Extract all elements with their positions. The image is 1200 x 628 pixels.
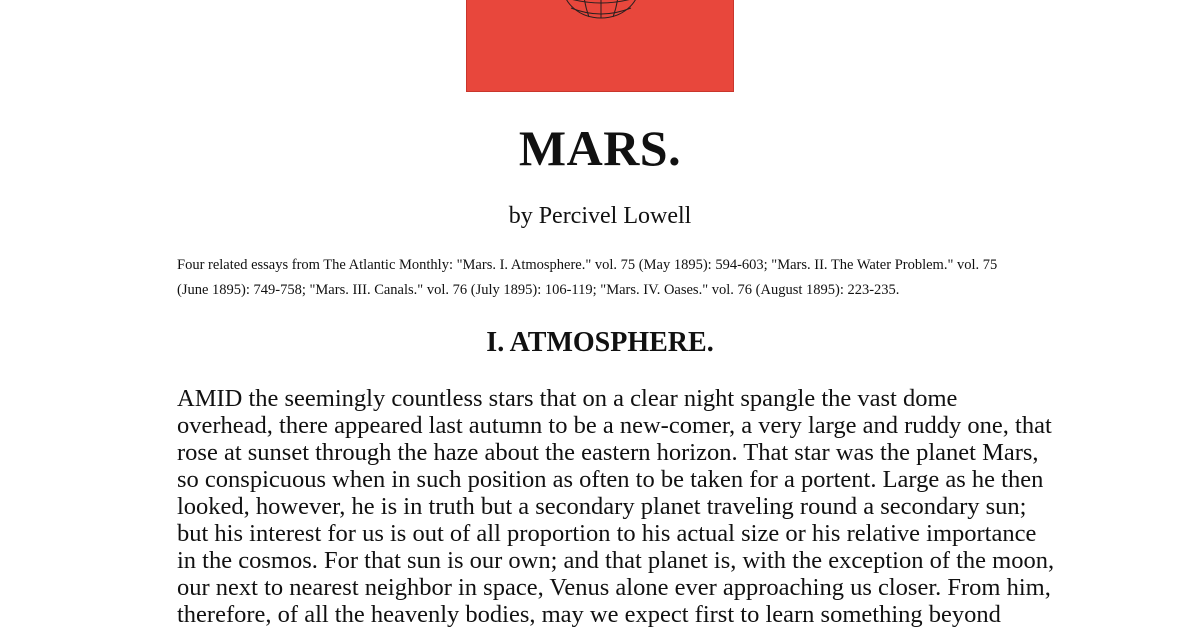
body-line: so conspicuous when in such position as often to be taken for a portent. Large as he then	[177, 466, 1044, 493]
body-line: therefore, of all the heavenly bodies, may we expect first to learn something beyond	[177, 601, 1001, 628]
section-heading: I. ATMOSPHERE.	[486, 327, 714, 358]
page-title: MARS.	[518, 120, 682, 176]
cover-image	[466, 0, 734, 92]
body-line: AMID the seemingly countless stars that on a clear night spangle the vast dome	[177, 385, 958, 412]
publication-note	[177, 253, 1027, 303]
body-text	[177, 385, 1055, 628]
body-line: our next to nearest neighbor in space, Venus alone ever approaching us closer. From him,	[177, 574, 1051, 601]
author-byline: by Percivel Lowell	[508, 203, 692, 229]
note-line: Four related essays from The Atlantic Monthly: "Mars. I. Atmosphere." vol. 75 (May 1895): 594-603; "Mars. II. The Water Problem." vol. 75	[177, 257, 998, 273]
body-line: overhead, there appeared last autumn to be a new-comer, a very large and ruddy one, that	[177, 412, 1052, 439]
body-line: rose at sunset through the haze about the eastern horizon. That star was the planet Mars,	[177, 439, 1039, 466]
body-line: in the cosmos. For that sun is our own; and that planet is, with the exception of the moon,	[177, 547, 1055, 574]
globe-illustration	[467, 0, 734, 92]
note-line: (June 1895): 749-758; "Mars. III. Canals." vol. 76 (July 1895): 106-119; "Mars. IV. Oases." vol. 76 (August 1895): 223-235.	[177, 282, 900, 298]
body-line: but his interest for us is out of all proportion to his actual size or his relative importance	[177, 520, 1037, 547]
body-line: looked, however, he is in truth but a secondary planet traveling round a secondary sun;	[177, 493, 1027, 520]
